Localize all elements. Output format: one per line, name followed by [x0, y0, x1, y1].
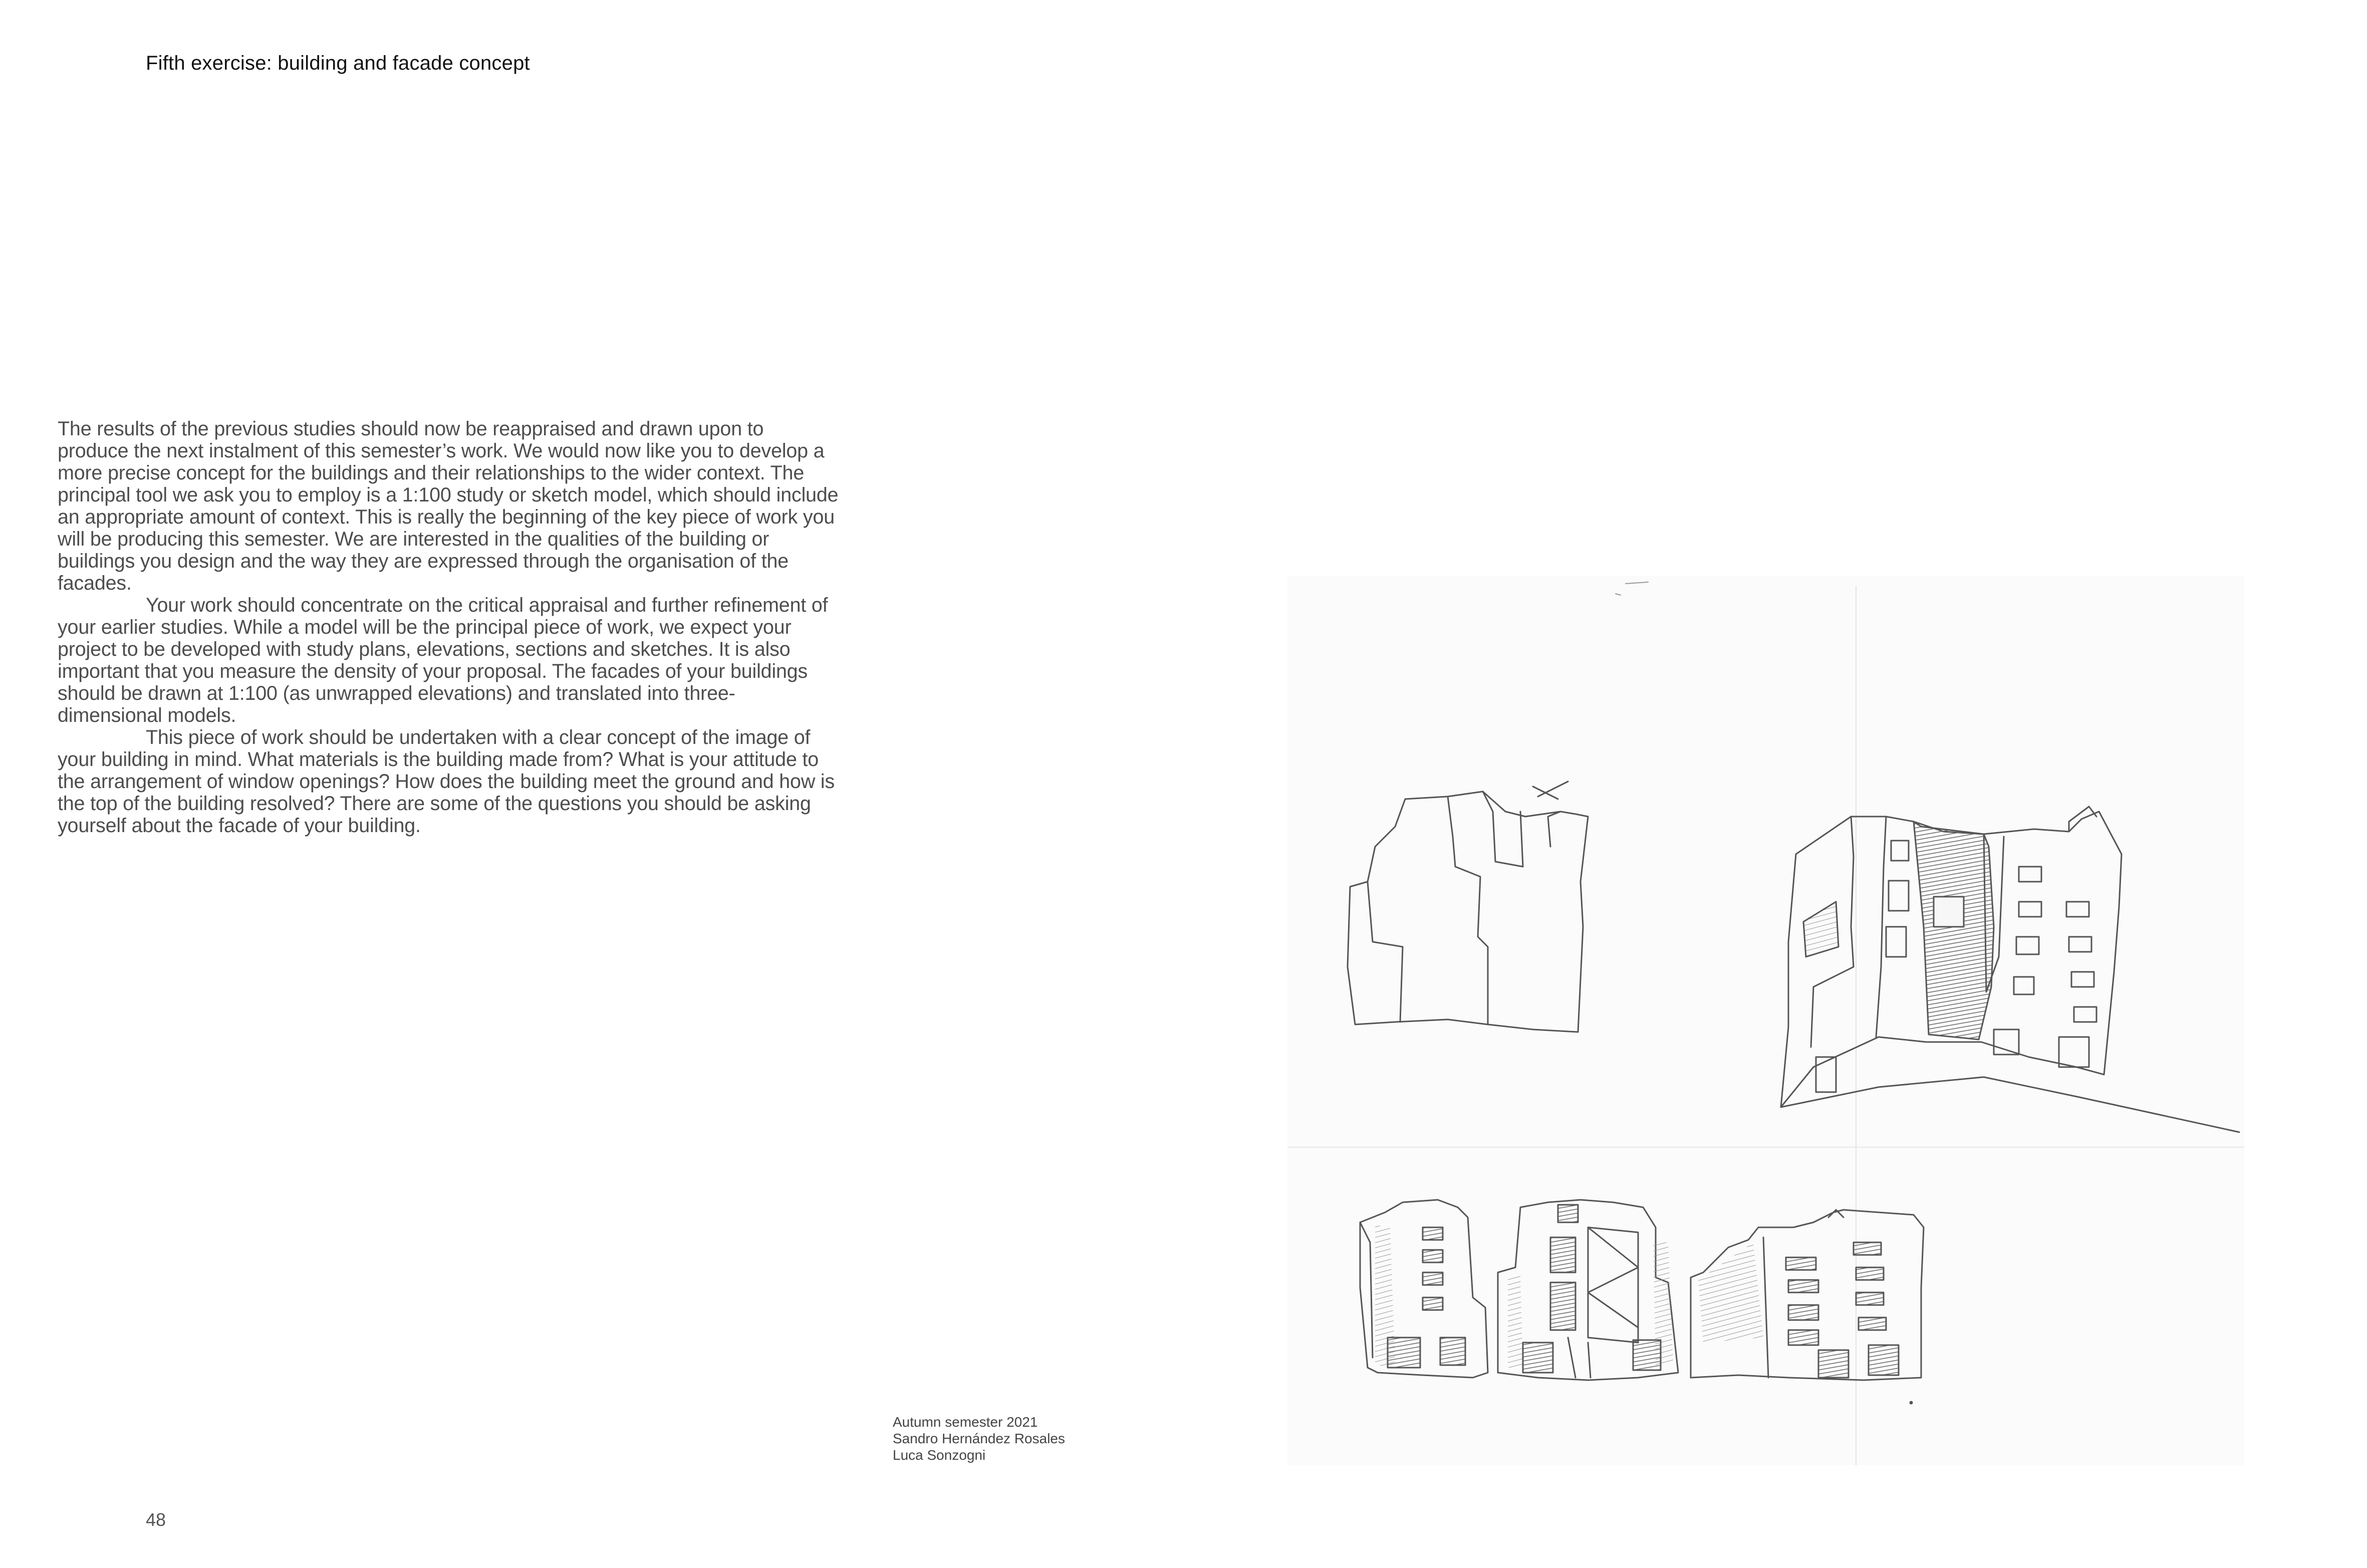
credit-author-1: Sandro Hernández Rosales — [893, 1431, 1065, 1446]
page-number-left: 48 — [146, 1509, 166, 1530]
paragraph-3: This piece of work should be undertaken with a clear concept of the image of your building in mind. What materials is the building made from? What is your attitude to the arrangement of window openings? How does the building meet the ground and how is the top of the building resolved? There are some of the questions you should be asking yourself about the facade of your building. — [58, 726, 835, 837]
sketch-building-bottom-center — [1498, 1200, 1678, 1380]
pencil-sketch-image — [1287, 576, 2244, 1465]
credit-semester: Autumn semester 2021 — [893, 1414, 1038, 1430]
credit-author-2: Luca Sonzogni — [893, 1447, 986, 1463]
left-page — [0, 0, 1183, 1568]
body-text — [58, 418, 839, 837]
sketch-building-top-left — [1348, 781, 1588, 1032]
sketch-building-top-right — [1781, 807, 2239, 1132]
chapter-title: Fifth exercise: building and facade concept — [146, 52, 530, 74]
paragraph-2: Your work should concentrate on the critical appraisal and further refinement of your earlier studies. While a model will be the principal piece of work, we expect your project to be developed with study plans, elevations, sections and sketches. It is also important that you measure the density of your proposal. The facades of your buildings should be drawn at 1:100 (as unwrapped elevations) and translated into three-dimensional models. — [58, 594, 828, 726]
paragraph-1: The results of the previous studies should now be reappraised and drawn upon to produce the next instalment of this semester’s work. We would now like you to develop a more precise concept for the buildings and their relationships to the wider context. The principal tool we ask you to employ is a 1:100 study or sketch model, which should include an appropriate amount of context. This is really the beginning of the key piece of work you will be producing this semester. We are interested in the qualities of the building or buildings you design and the way they are expressed through the organisation of the facades. — [58, 418, 839, 594]
sketch-building-bottom-right — [1691, 1210, 1924, 1380]
sketch-building-bottom-left — [1360, 1200, 1488, 1378]
image-credits — [893, 1414, 1065, 1463]
